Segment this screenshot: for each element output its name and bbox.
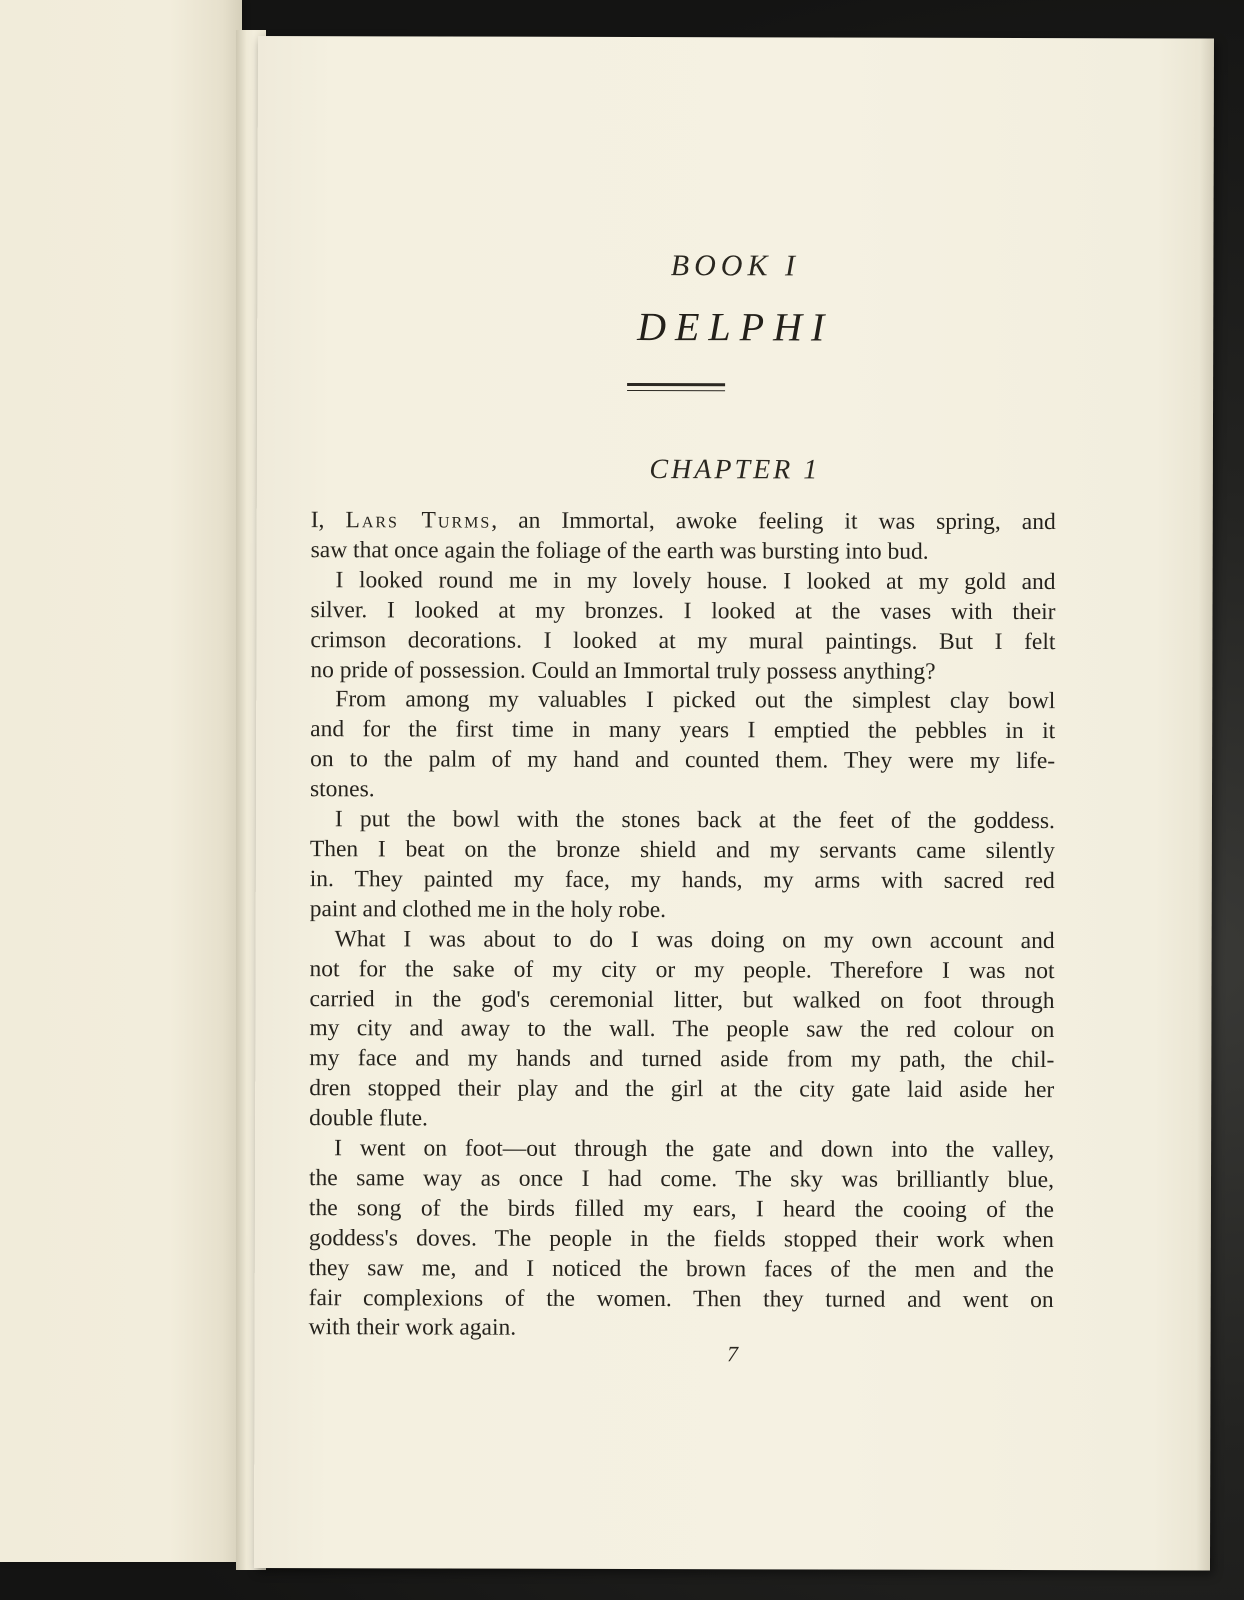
text-line: goddess's doves. The people in the fields stopped their work when	[308, 1224, 1054, 1253]
ornamental-rule	[627, 383, 725, 393]
rule-thin	[627, 390, 725, 391]
line-text: , an Immortal, awoke feeling it was spring, and	[491, 507, 1056, 536]
text-line: my face and my hands and turned aside from my path, the chil-	[309, 1045, 1055, 1074]
text-line: they saw me, and I noticed the brown faces of the men and the	[308, 1254, 1054, 1283]
text-line: double flute.	[309, 1105, 428, 1132]
lead-prefix: I,	[310, 507, 346, 534]
text-line: paint and clothed me in the holy robe.	[309, 895, 667, 923]
right-page	[254, 36, 1214, 1570]
text-line: not for the sake of my city or my people. Therefore I was not	[309, 955, 1055, 984]
book-title: DELPHI	[637, 303, 834, 350]
text-line: I went on foot—out through the gate and down into the valley,	[334, 1135, 1055, 1164]
text-line: and for the first time in many years I emptied the pebbles in it	[310, 716, 1056, 745]
page-number: 7	[727, 1341, 739, 1367]
text-line: Then I beat on the bronze shield and my servants came silently	[309, 836, 1055, 865]
text-line: no pride of possession. Could an Immortal truly possess anything?	[310, 656, 936, 685]
text-line: saw that once again the foliage of the earth was bursting into bud.	[310, 537, 929, 565]
text-line: in. They painted my face, my hands, my arms with sacred red	[309, 866, 1055, 894]
book-number: BOOK I	[670, 249, 801, 283]
text-line: with their work again.	[308, 1314, 517, 1342]
text-line: the song of the birds filled my ears, I heard the cooing of the	[308, 1194, 1054, 1223]
text-line: stones.	[309, 776, 375, 803]
text-line: I put the bowl with the stones back at the feet of the goddess.	[334, 806, 1055, 835]
text-line	[311, 506, 1056, 538]
rule-thick	[627, 383, 725, 386]
text-line: on to the palm of my hand and counted them. They were my life-	[310, 746, 1056, 775]
text-line: the same way as once I had come. The sky was brilliantly blue,	[308, 1165, 1055, 1194]
text-line: carried in the god's ceremonial litter, but walked on foot through	[309, 985, 1055, 1014]
left-blank-page	[0, 0, 242, 1562]
text-line: dren stopped their play and the girl at the city gate laid aside her	[309, 1075, 1055, 1104]
text-line: my city and away to the wall. The people saw the red colour on	[309, 1015, 1055, 1044]
body-text	[309, 506, 1056, 1345]
text-line: From among my valuables I picked out the simplest clay bowl	[335, 686, 1056, 715]
text-line: crimson decorations. I looked at my mural paintings. But I felt	[310, 626, 1056, 655]
chapter-title: CHAPTER 1	[649, 454, 821, 486]
narrator-name: Lars Turms	[345, 507, 492, 534]
text-line: I looked round me in my lovely house. I looked at my gold and	[335, 567, 1056, 595]
text-line: silver. I looked at my bronzes. I looked at the vases with their	[310, 596, 1056, 625]
text-line: fair complexions of the women. Then they turned and went on	[308, 1284, 1054, 1313]
text-line: What I was about to do I was doing on my own account and	[334, 925, 1055, 954]
